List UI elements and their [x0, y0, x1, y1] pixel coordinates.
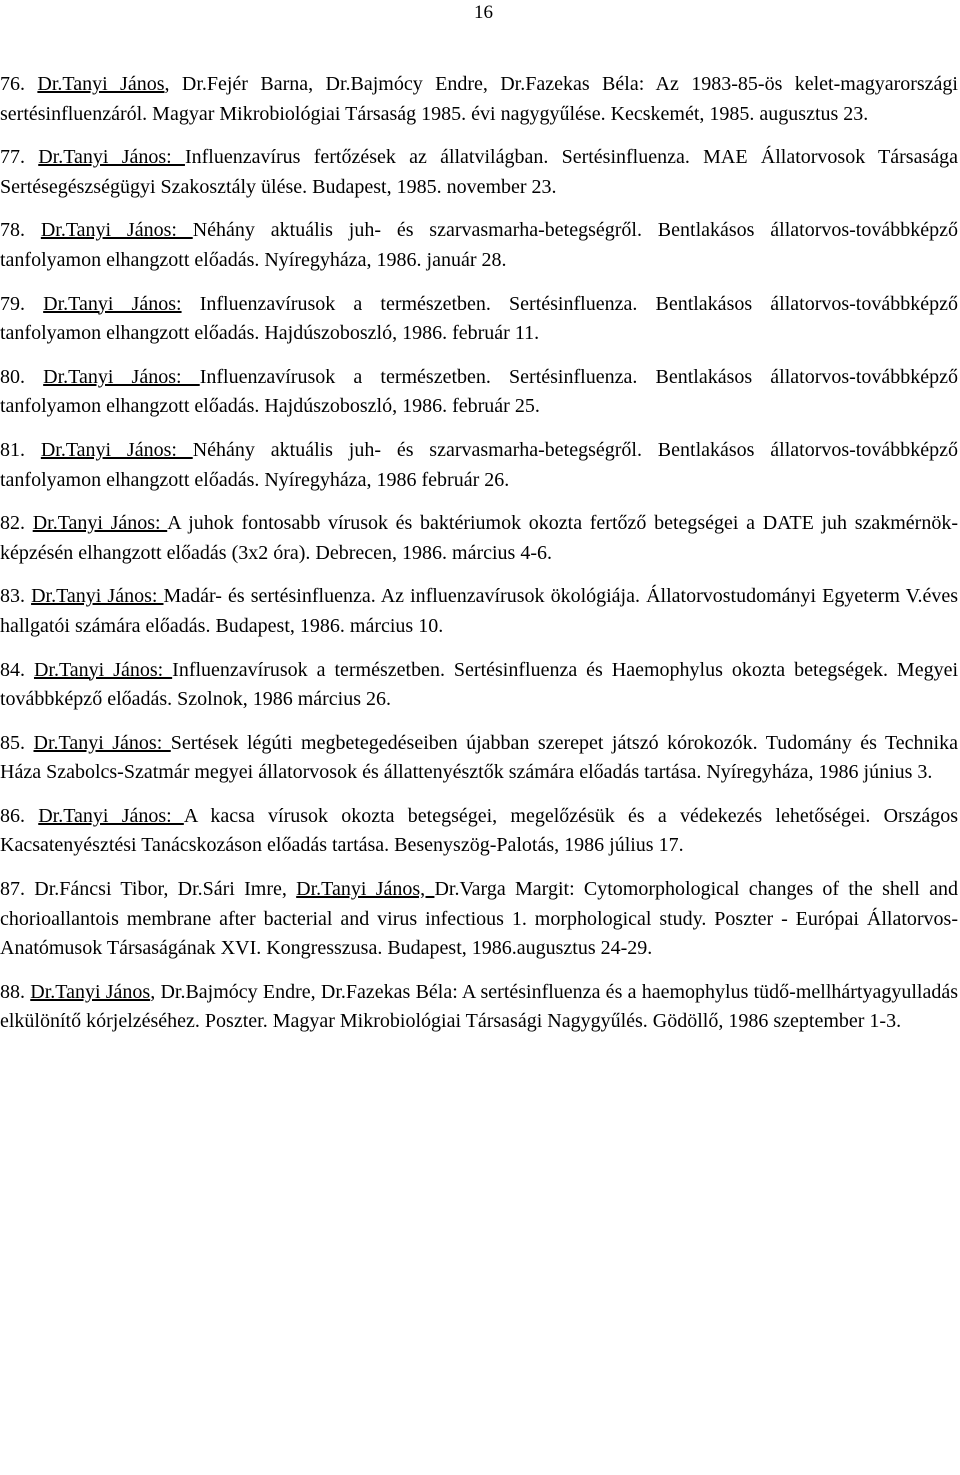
- underlined-author-name: Dr.Tanyi János:: [38, 146, 185, 169]
- entry-text: Influenzavírusok a természetben. Sertésinfluenza. Bentlakásos állatorvos-továbbképző tanfolyamon elhangzott előadás. Hajdúszoboszló, 1986. február 11.: [0, 292, 958, 345]
- underlined-author-name: Dr.Tanyi János:: [32, 512, 168, 535]
- publication-entry: [0, 363, 958, 422]
- publication-entry: [0, 582, 958, 641]
- entry-text: 78.: [0, 219, 41, 242]
- entry-text: Influenzavírusok a természetben. Sertésinfluenza és Haemophylus okozta betegségek. Megyei továbbképző előadás. Szolnok, 1986 március 26.: [0, 658, 959, 711]
- underlined-author-name: Dr.Tanyi János:: [33, 731, 171, 754]
- entry-text: 87. Dr.Fáncsi Tibor, Dr.Sári Imre,: [0, 878, 297, 901]
- entry-text: A kacsa vírusok okozta betegségei, megelőzésük és a védekezés lehetőségei. Országos Kacsatenyésztési Tanácskozáson előadás tartása. Besenyszög-Palotás, 1986 július 17.: [0, 804, 959, 857]
- underlined-author-name: Dr.Tanyi János:: [33, 658, 173, 681]
- entry-text: Dr.Varga Margit: Cytomorphological changes of the shell and chorioallantois membrane after bacterial and virus infectious 1. morphological study. Poszter - Európai Állatorvos-Anatómusok Társaságának XVI. Kongresszusa. Budapest, 1986.augusztus 24-29.: [0, 878, 959, 960]
- entry-text: 85.: [0, 731, 34, 754]
- publication-entry: [0, 656, 958, 715]
- underlined-author-name: Dr.Tanyi János:: [40, 219, 193, 242]
- entry-text: , Dr.Fejér Barna, Dr.Bajmócy Endre, Dr.Fazekas Béla: Az 1983-85-ös kelet-magyarországi sertésinfluenzáról. Magyar Mikrobiológiai Társaság 1985. évi nagygyűlése. Kecskemét, 1985. augusztus 23.: [0, 73, 958, 125]
- page-number: 16: [474, 2, 493, 23]
- publication-entry: [0, 290, 958, 349]
- entry-text: 76.: [0, 73, 38, 95]
- publication-entry: [0, 70, 958, 129]
- entry-text: 82.: [0, 512, 33, 535]
- entry-text: A juhok fontosabb vírusok és baktériumok okozta fertőző betegségei a DATE juh szakmérnök-képzésén elhangzott előadás (3x2 óra). Debrecen, 1986. március 4-6.: [0, 512, 959, 564]
- publication-list: [0, 70, 958, 1037]
- publication-entry: [0, 143, 958, 202]
- entry-text: 88.: [0, 980, 31, 1003]
- entry-text: Madár- és sertésinfluenza. Az influenzavírusok ökológiája. Állatorvostudományi Egyeterm V.éves hallgatói számára előadás. Budapest, 1986. március 10.: [0, 585, 958, 637]
- entry-text: 80.: [0, 365, 44, 388]
- entry-text: Influenzavírus fertőzések az állatvilágban. Sertésinfluenza. MAE Állatorvosok Társasága Sertésegészségügyi Szakosztály ülése. Budapest, 1985. november 23.: [0, 146, 959, 198]
- entry-text: , Dr.Bajmócy Endre, Dr.Fazekas Béla: A sertésinfluenza és a haemophylus tüdő-mellhártyagyulladás elkülönítő kórjelzéséhez. Poszter. Magyar Mikrobiológiai Társasági Nagygyűlés. Gödöllő, 1986 szeptember 1-3.: [0, 980, 958, 1033]
- underlined-author-name: Dr.Tanyi János:: [43, 365, 200, 388]
- publication-entry: [0, 436, 958, 495]
- entry-text: 81.: [0, 438, 41, 461]
- underlined-author-name: Dr.Tanyi János:: [31, 585, 164, 608]
- publication-entry: [0, 875, 958, 964]
- underlined-author-name: Dr.Tanyi János:: [40, 438, 193, 461]
- entry-text: 79.: [0, 292, 44, 315]
- entry-text: 86.: [0, 804, 39, 827]
- publication-entry: [0, 729, 958, 788]
- entry-text: Sertések légúti megbetegedéseiben újabban szerepet játszó kórokozók. Tudomány és Technika Háza Szabolcs-Szatmár megyei állatorvosok és állattenyésztők számára előadás tartása. Nyíregyháza, 1986 június 3.: [0, 731, 958, 784]
- underlined-author-name: Dr.Tanyi János: [30, 980, 151, 1003]
- publication-entry: [0, 216, 958, 275]
- entry-text: Néhány aktuális juh- és szarvasmarha-betegségről. Bentlakásos állatorvos-továbbképző tanfolyamon elhangzott előadás. Nyíregyháza, 1986 február 26.: [0, 438, 958, 491]
- entry-text: 84.: [0, 658, 34, 681]
- publication-entry: [0, 978, 958, 1037]
- underlined-author-name: Dr.Tanyi János,: [296, 878, 435, 901]
- publication-entry: [0, 509, 958, 568]
- underlined-author-name: Dr.Tanyi János:: [43, 292, 182, 315]
- entry-text: Néhány aktuális juh- és szarvasmarha-betegségről. Bentlakásos állatorvos-továbbképző tanfolyamon elhangzott előadás. Nyíregyháza, 1986. január 28.: [0, 219, 958, 271]
- entry-text: 77.: [0, 146, 39, 169]
- underlined-author-name: Dr.Tanyi János: [37, 73, 165, 95]
- underlined-author-name: Dr.Tanyi János:: [38, 804, 184, 827]
- entry-text: Influenzavírusok a természetben. Sertésinfluenza. Bentlakásos állatorvos-továbbképző tanfolyamon elhangzott előadás. Hajdúszoboszló, 1986. február 25.: [0, 365, 958, 418]
- publication-entry: [0, 802, 958, 861]
- entry-text: 83.: [0, 585, 32, 608]
